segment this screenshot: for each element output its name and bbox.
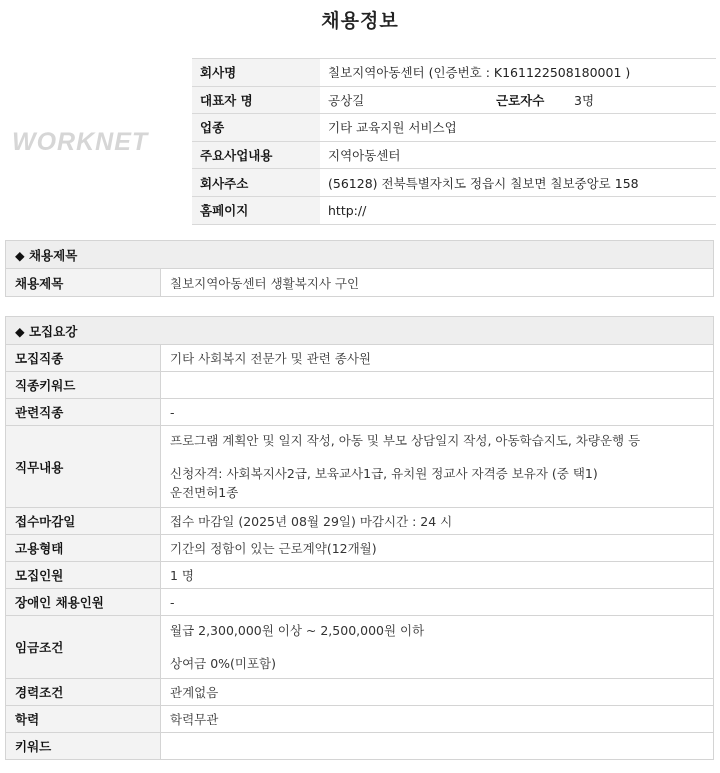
disabled-hire-label: 장애인 채용인원 [6, 589, 161, 616]
wage-line-1: 월급 2,300,000원 이상 ~ 2,500,000원 이하 [170, 623, 425, 638]
address-row [192, 169, 716, 197]
career-value: 관계없음 [161, 679, 714, 706]
keywords-value [161, 733, 714, 760]
headcount-label: 모집인원 [6, 562, 161, 589]
employees-value: 3명 [566, 86, 716, 114]
ceo-label: 대표자 명 [192, 86, 320, 114]
keywords-label: 키워드 [6, 733, 161, 760]
business-value: 지역아동센터 [320, 141, 716, 169]
duties-spacer [170, 450, 713, 464]
headcount-value: 1 명 [161, 562, 714, 589]
education-value: 학력무관 [161, 706, 714, 733]
table-row [6, 426, 714, 508]
homepage-link[interactable]: http:// [320, 196, 716, 224]
recruit-section-header: ◆ 모집요강 [6, 317, 714, 345]
job-type-value: 기타 사회복지 전문가 및 관련 종사원 [161, 345, 714, 372]
table-row [6, 616, 714, 679]
job-type-label: 모집직종 [6, 345, 161, 372]
company-name-label: 회사명 [192, 59, 320, 87]
table-row [6, 345, 714, 372]
wage-label: 임금조건 [6, 616, 161, 679]
ceo-row [192, 86, 716, 114]
business-label: 주요사업내용 [192, 141, 320, 169]
related-job-label: 관련직종 [6, 399, 161, 426]
industry-row [192, 114, 716, 142]
job-title-label: 채용제목 [6, 269, 161, 297]
table-row [6, 399, 714, 426]
table-row [6, 372, 714, 399]
table-row [6, 589, 714, 616]
employment-label: 고용형태 [6, 535, 161, 562]
address-label: 회사주소 [192, 169, 320, 197]
deadline-value: 접수 마감일 (2025년 08월 29일) 마감시간 : 24 시 [161, 508, 714, 535]
table-row [6, 535, 714, 562]
duties-line-1: 프로그램 계획안 및 일지 작성, 아동 및 부모 상담일지 작성, 아동학습지도, 차량운행 등 [170, 433, 641, 448]
job-title-section [5, 240, 714, 297]
industry-value: 기타 교육지원 서비스업 [320, 114, 716, 142]
page-title: 채용정보 [321, 10, 399, 32]
wage-spacer [170, 640, 713, 654]
duties-value [161, 426, 714, 508]
table-row [6, 562, 714, 589]
company-name-value: 칠보지역아동센터 (인증번호 : K161122508180001 ) [320, 59, 716, 87]
deadline-label: 접수마감일 [6, 508, 161, 535]
company-info-table [192, 58, 716, 225]
industry-label: 업종 [192, 114, 320, 142]
employment-value: 기간의 정함이 있는 근로계약(12개월) [161, 535, 714, 562]
company-name-row [192, 59, 716, 87]
job-keyword-label: 직종키워드 [6, 372, 161, 399]
address-value: (56128) 전북특별자치도 정읍시 칠보면 칠보중앙로 158 [320, 169, 716, 197]
career-label: 경력조건 [6, 679, 161, 706]
job-title-section-header: ◆ 채용제목 [6, 241, 714, 269]
related-job-value: - [161, 399, 714, 426]
employees-label: 근로자수 [488, 86, 566, 114]
table-row [6, 679, 714, 706]
homepage-row [192, 196, 716, 224]
education-label: 학력 [6, 706, 161, 733]
job-title-value: 칠보지역아동센터 생활복지사 구인 [161, 269, 714, 297]
duties-label: 직무내용 [6, 426, 161, 508]
table-row [6, 508, 714, 535]
table-row [6, 706, 714, 733]
worknet-logo: WORKNET [12, 128, 149, 156]
ceo-value: 공상길 [320, 86, 488, 114]
wage-line-2: 상여금 0%(미포함) [170, 656, 277, 671]
homepage-label: 홈페이지 [192, 196, 320, 224]
disabled-hire-value: - [161, 589, 714, 616]
table-row [6, 733, 714, 760]
wage-value [161, 616, 714, 679]
duties-line-2: 신청자격: 사회복지사2급, 보육교사1급, 유치원 정교사 자격증 보유자 (중 택1) [170, 466, 598, 481]
recruit-section [5, 316, 714, 760]
business-row [192, 141, 716, 169]
job-keyword-value [161, 372, 714, 399]
duties-line-3: 운전면허1종 [170, 485, 239, 500]
